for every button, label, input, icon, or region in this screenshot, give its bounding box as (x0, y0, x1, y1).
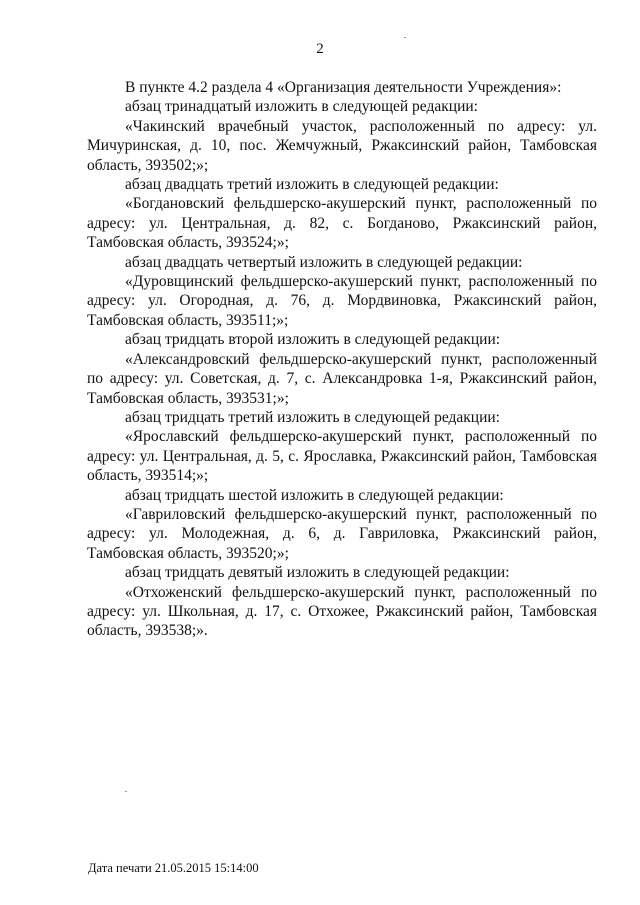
scan-speck (404, 37, 406, 38)
document-body (87, 78, 597, 641)
instruction-paragraph: абзац тринадцатый изложить в следующей редакции: (125, 98, 478, 116)
quote-paragraph: «Гавриловский фельдшерско-акушерский пункт, расположенный по адресу: ул. Молодежная, д. 6, д. Гавриловка, Ржаксинский район, Тамбовская область, 393520;»; (87, 505, 597, 562)
instruction-paragraph: абзац двадцать четвертый изложить в следующей редакции: (125, 253, 523, 271)
quote-paragraph: «Отхоженский фельдшерско-акушерский пункт, расположенный по адресу: ул. Школьная, д. 17, с. Отхожее, Ржаксинский район, Тамбовская область, 393538;». (87, 583, 597, 640)
scan-speck (125, 791, 127, 792)
instruction-paragraph: абзац тридцать шестой изложить в следующей редакции: (125, 486, 504, 504)
page-number: 2 (316, 41, 324, 57)
intro-paragraph: В пункте 4.2 раздела 4 «Организация деятельности Учреждения»: (125, 79, 562, 96)
instruction-paragraph: абзац тридцать девятый изложить в следующей редакции: (125, 564, 510, 582)
quote-paragraph: «Дуровщинский фельдшерско-акушерский пункт, расположенный по адресу: ул. Огородная, д. 76, д. Мордвиновка, Ржаксинский район, Тамбовская область, 393511;»; (87, 273, 597, 329)
quote-paragraph: «Ярославский фельдшерско-акушерский пункт, расположенный по адресу: ул. Центральная, д. 5, с. Ярославка, Ржаксинский район, Тамбовская область, 393514;»; (87, 428, 597, 485)
print-date-footer: Дата печати 21.05.2015 15:14:00 (88, 861, 259, 875)
instruction-paragraph: абзац двадцать третий изложить в следующей редакции: (125, 176, 499, 194)
instruction-paragraph: абзац тридцать второй изложить в следующей редакции: (125, 331, 501, 349)
quote-paragraph: «Богдановский фельдшерско-акушерский пункт, расположенный по адресу: ул. Центральная, д. 82, с. Богданово, Ржаксинский район, Тамбовская область, 393524;»; (87, 195, 597, 252)
quote-paragraph: «Чакинский врачебный участок, расположенный по адресу: ул. Мичуринская, д. 10, пос. Жемчужный, Ржаксинский район, Тамбовская область, 393502;»; (87, 117, 597, 174)
instruction-paragraph: абзац тридцать третий изложить в следующей редакции: (125, 408, 500, 426)
quote-paragraph: «Александровский фельдшерско-акушерский пункт, расположенный по адресу: ул. Советская, д. 7, с. Александровка 1-я, Ржаксинский район, Тамбовская область, 393531;»; (87, 350, 597, 407)
